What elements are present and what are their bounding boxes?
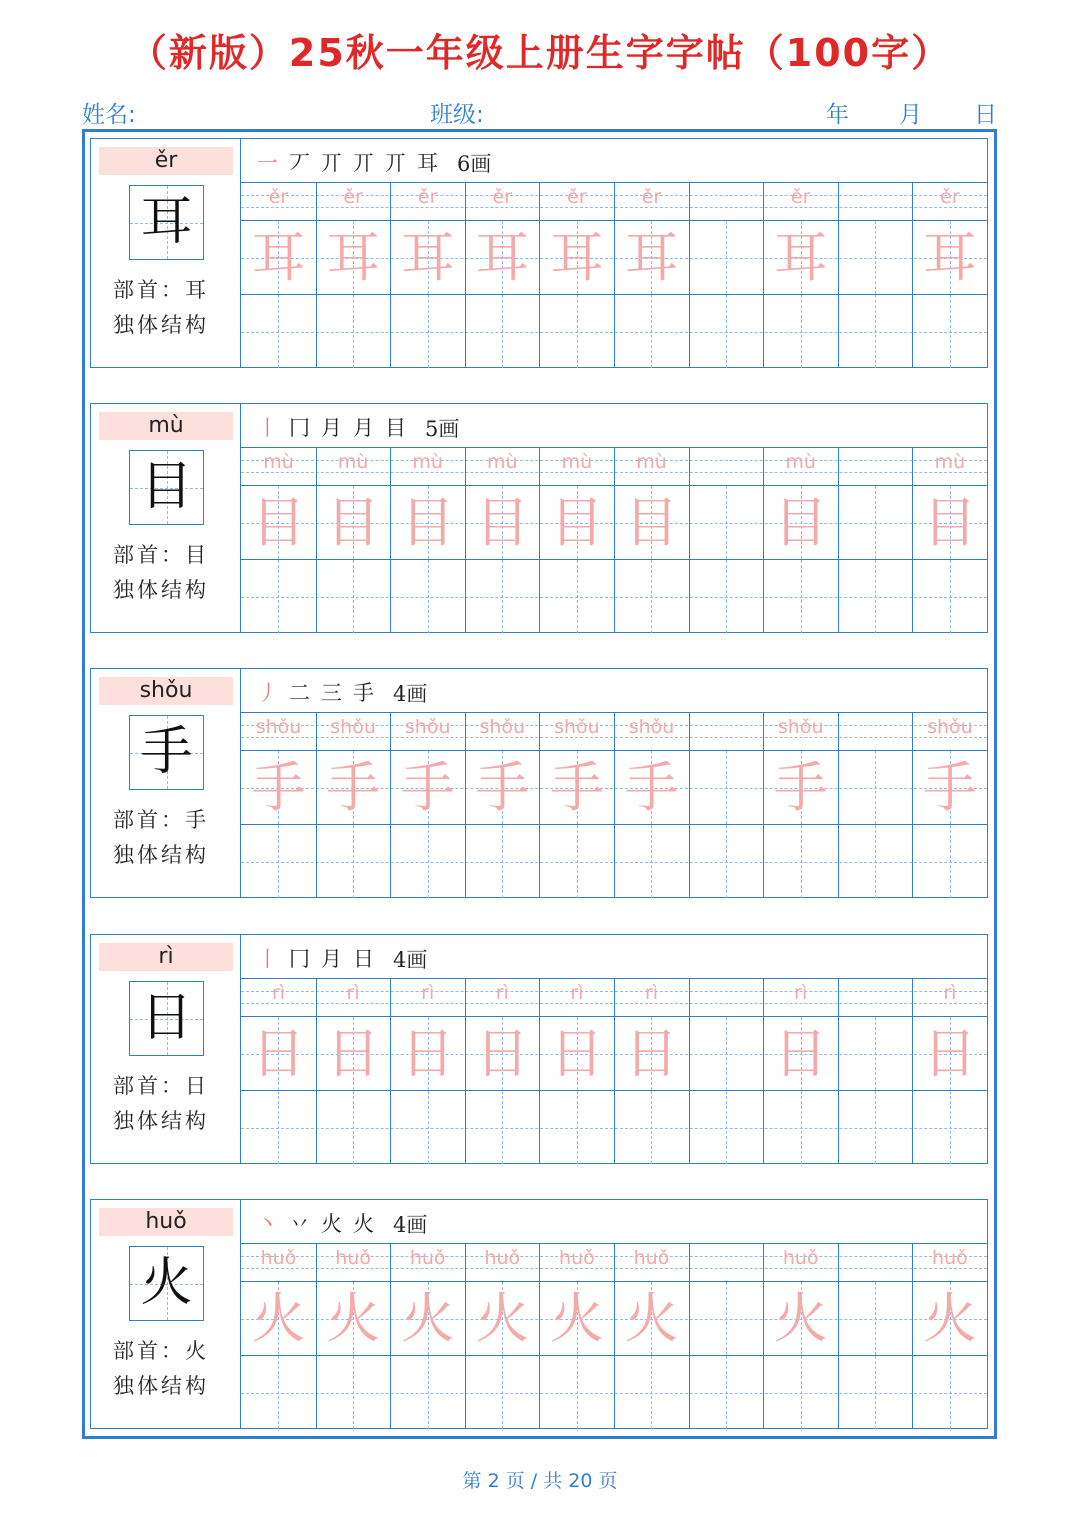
pinyin-trace: shǒu: [628, 716, 675, 738]
model-character: 目: [140, 457, 193, 517]
model-character: 日: [140, 988, 193, 1048]
radical-value: 手: [185, 808, 209, 832]
pinyin-trace: rì: [495, 982, 509, 1004]
stroke-step: 丆: [289, 151, 310, 175]
pinyin-trace: huǒ: [335, 1247, 371, 1269]
pinyin-trace: rì: [644, 982, 659, 1004]
trace-character: 耳: [624, 226, 679, 289]
radical-value: 耳: [185, 278, 209, 302]
character-block: [90, 1199, 988, 1429]
radical-prefix: 部首：: [113, 1339, 185, 1363]
pinyin-trace: mù: [337, 451, 369, 473]
trace-character: 手: [624, 756, 679, 819]
trace-grid-row: [241, 485, 987, 559]
trace-character: 手: [549, 756, 604, 819]
character-info-panel: [91, 139, 241, 367]
stroke-count: 4画: [393, 948, 428, 972]
pinyin-trace: shǒu: [777, 716, 824, 738]
model-character: 手: [140, 722, 193, 782]
character-info-panel: [91, 935, 241, 1163]
pinyin-trace: rì: [794, 982, 808, 1004]
pinyin-label: shǒu: [99, 677, 233, 705]
pinyin-trace: shǒu: [255, 716, 302, 738]
stroke-step: 日: [353, 947, 374, 971]
trace-character: 耳: [400, 226, 455, 289]
character-info-panel: [91, 1200, 241, 1428]
trace-grid-row: [241, 750, 987, 824]
trace-character: 耳: [773, 226, 828, 289]
stroke-step: 手: [353, 681, 374, 705]
character-box: [129, 981, 204, 1056]
trace-character: 目: [400, 491, 455, 554]
stroke-count: 4画: [393, 1213, 428, 1237]
stroke-order-row: [241, 669, 987, 713]
pinyin-trace: mù: [934, 451, 966, 473]
trace-character: 火: [922, 1287, 977, 1350]
stroke-step: 丶: [257, 1212, 278, 1236]
pinyin-trace: huǒ: [633, 1247, 670, 1269]
pinyin-trace: huǒ: [260, 1247, 297, 1269]
trace-character: 手: [326, 756, 381, 819]
trace-character: 目: [922, 491, 977, 554]
trace-character: 火: [773, 1287, 828, 1350]
trace-character: 火: [400, 1287, 455, 1350]
stroke-step: 一: [257, 151, 278, 175]
pinyin-trace: rì: [570, 982, 584, 1004]
character-box: [129, 450, 204, 525]
stroke-step: 火: [321, 1212, 342, 1236]
pinyin-trace: shǒu: [479, 716, 526, 738]
stroke-step: 丌: [353, 151, 374, 175]
pinyin-trace: rì: [421, 982, 435, 1004]
radical-line: [113, 1335, 209, 1365]
trace-character: 耳: [326, 226, 381, 289]
trace-character: 日: [773, 1022, 828, 1085]
pinyin-trace: shǒu: [554, 716, 600, 738]
pinyin-trace: rì: [271, 982, 286, 1004]
stroke-step: 丷: [289, 1212, 310, 1236]
radical-prefix: 部首：: [113, 1074, 185, 1098]
pinyin-label: huǒ: [99, 1208, 233, 1236]
structure-label: 独体结构: [113, 578, 209, 602]
trace-character: 火: [549, 1287, 604, 1350]
trace-character: 日: [400, 1022, 455, 1085]
structure-label: 独体结构: [113, 843, 209, 867]
character-info-panel: [91, 404, 241, 632]
trace-character: 日: [251, 1022, 306, 1085]
model-character: 耳: [140, 192, 193, 252]
character-info-panel: [91, 669, 241, 897]
character-block: [90, 668, 988, 898]
stroke-step: 丨: [257, 947, 278, 971]
pinyin-trace: mù: [636, 451, 667, 473]
character-box: [129, 715, 204, 790]
stroke-step: 目: [385, 416, 406, 440]
practice-grid-panel: [241, 1200, 987, 1428]
stroke-step: 月: [321, 416, 342, 440]
radical-value: 目: [185, 543, 209, 567]
stroke-step: 月: [321, 947, 342, 971]
trace-character: 目: [475, 491, 530, 554]
radical-prefix: 部首：: [113, 808, 185, 832]
trace-character: 耳: [251, 226, 306, 289]
blank-grid-row[interactable]: [241, 559, 987, 633]
stroke-step: 丌: [385, 151, 406, 175]
trace-character: 火: [624, 1287, 679, 1350]
character-box: [129, 1246, 204, 1321]
stroke-step: 丨: [257, 416, 278, 440]
class-label: 班级:: [430, 102, 484, 128]
name-label: 姓名:: [82, 102, 136, 128]
pinyin-trace: huǒ: [782, 1247, 819, 1269]
stroke-count: 6画: [457, 152, 492, 176]
practice-grid-panel: [241, 139, 987, 367]
trace-character: 耳: [475, 226, 530, 289]
practice-grid-panel: [241, 935, 987, 1163]
pinyin-trace: huǒ: [559, 1247, 595, 1269]
character-box: [129, 185, 204, 260]
pinyin-trace: mù: [487, 451, 518, 473]
blank-grid-row[interactable]: [241, 1090, 987, 1164]
trace-grid-row: [241, 1016, 987, 1090]
pinyin-practice-row: [241, 979, 987, 1016]
stroke-order-row: [241, 935, 987, 979]
stroke-step: 耳: [417, 151, 438, 175]
stroke-step: 冂: [289, 947, 310, 971]
trace-grid-row: [241, 1281, 987, 1355]
pinyin-practice-row: [241, 448, 987, 485]
blank-grid-row[interactable]: [241, 1355, 987, 1429]
pinyin-trace: shǒu: [330, 716, 376, 738]
trace-character: 火: [326, 1287, 381, 1350]
pinyin-label: mù: [99, 412, 233, 440]
stroke-step: 月: [353, 416, 374, 440]
stroke-order-row: [241, 139, 987, 183]
stroke-step: 丌: [321, 151, 342, 175]
pinyin-trace: huǒ: [484, 1247, 521, 1269]
trace-character: 目: [251, 491, 306, 554]
structure-label: 独体结构: [113, 1374, 209, 1398]
stroke-step: 三: [321, 681, 342, 705]
pinyin-trace: mù: [561, 451, 593, 473]
structure-label: 独体结构: [113, 313, 209, 337]
pinyin-trace: ěr: [492, 186, 513, 208]
trace-character: 日: [624, 1022, 679, 1085]
radical-line: [113, 274, 209, 304]
trace-character: 目: [624, 491, 679, 554]
trace-character: 手: [922, 756, 977, 819]
day-label: 日: [974, 102, 997, 128]
radical-value: 日: [185, 1074, 209, 1098]
pinyin-trace: rì: [943, 982, 957, 1004]
trace-character: 手: [251, 756, 306, 819]
pinyin-trace: ěr: [567, 186, 587, 208]
pinyin-practice-row: [241, 1244, 987, 1281]
pinyin-trace: ěr: [940, 186, 960, 208]
trace-character: 目: [773, 491, 828, 554]
radical-prefix: 部首：: [113, 543, 185, 567]
practice-grid-panel: [241, 669, 987, 897]
trace-character: 火: [475, 1287, 530, 1350]
character-block: [90, 403, 988, 633]
pinyin-trace: shǒu: [927, 716, 973, 738]
radical-value: 火: [185, 1339, 209, 1363]
year-label: 年: [826, 102, 849, 128]
blank-grid-row[interactable]: [241, 824, 987, 898]
pinyin-trace: ěr: [417, 186, 438, 208]
radical-prefix: 部首：: [113, 278, 185, 302]
stroke-order-row: [241, 1200, 987, 1244]
trace-character: 火: [251, 1287, 306, 1350]
stroke-step: 火: [353, 1212, 374, 1236]
pinyin-trace: mù: [412, 451, 443, 473]
stroke-step: 丿: [257, 681, 278, 705]
pinyin-trace: rì: [346, 982, 360, 1004]
pinyin-trace: mù: [263, 451, 294, 473]
blank-grid-row[interactable]: [241, 294, 987, 368]
trace-character: 日: [549, 1022, 604, 1085]
month-label: 月: [899, 102, 922, 128]
stroke-count: 4画: [393, 682, 428, 706]
stroke-step: 二: [289, 681, 310, 705]
pinyin-trace: huǒ: [932, 1247, 968, 1269]
radical-line: [113, 804, 209, 834]
pinyin-trace: mù: [785, 451, 816, 473]
pinyin-trace: ěr: [268, 186, 289, 208]
pinyin-label: rì: [99, 943, 233, 971]
pinyin-label: ěr: [99, 147, 233, 175]
page-footer: 第 2 页 / 共 20 页: [462, 1470, 618, 1492]
structure-label: 独体结构: [113, 1109, 209, 1133]
page-title: （新版）25秋一年级上册生字字帖（100字）: [128, 31, 952, 75]
trace-character: 目: [549, 491, 604, 554]
trace-character: 手: [400, 756, 455, 819]
character-block: [90, 138, 988, 368]
pinyin-trace: shǒu: [404, 716, 451, 738]
trace-character: 耳: [549, 226, 604, 289]
pinyin-trace: ěr: [641, 186, 662, 208]
pinyin-trace: huǒ: [409, 1247, 446, 1269]
trace-character: 手: [773, 756, 828, 819]
model-character: 火: [140, 1253, 193, 1313]
trace-character: 日: [475, 1022, 530, 1085]
trace-character: 手: [475, 756, 530, 819]
pinyin-trace: ěr: [343, 186, 363, 208]
stroke-count: 5画: [425, 417, 460, 441]
stroke-order-row: [241, 404, 987, 448]
radical-line: [113, 1070, 209, 1100]
trace-character: 目: [326, 491, 381, 554]
character-block: [90, 934, 988, 1164]
trace-grid-row: [241, 220, 987, 294]
radical-line: [113, 539, 209, 569]
practice-grid-panel: [241, 404, 987, 632]
pinyin-practice-row: [241, 713, 987, 750]
trace-character: 日: [326, 1022, 381, 1085]
stroke-step: 冂: [289, 416, 310, 440]
trace-character: 日: [922, 1022, 977, 1085]
pinyin-trace: ěr: [790, 186, 811, 208]
trace-character: 耳: [922, 226, 977, 289]
pinyin-practice-row: [241, 183, 987, 220]
